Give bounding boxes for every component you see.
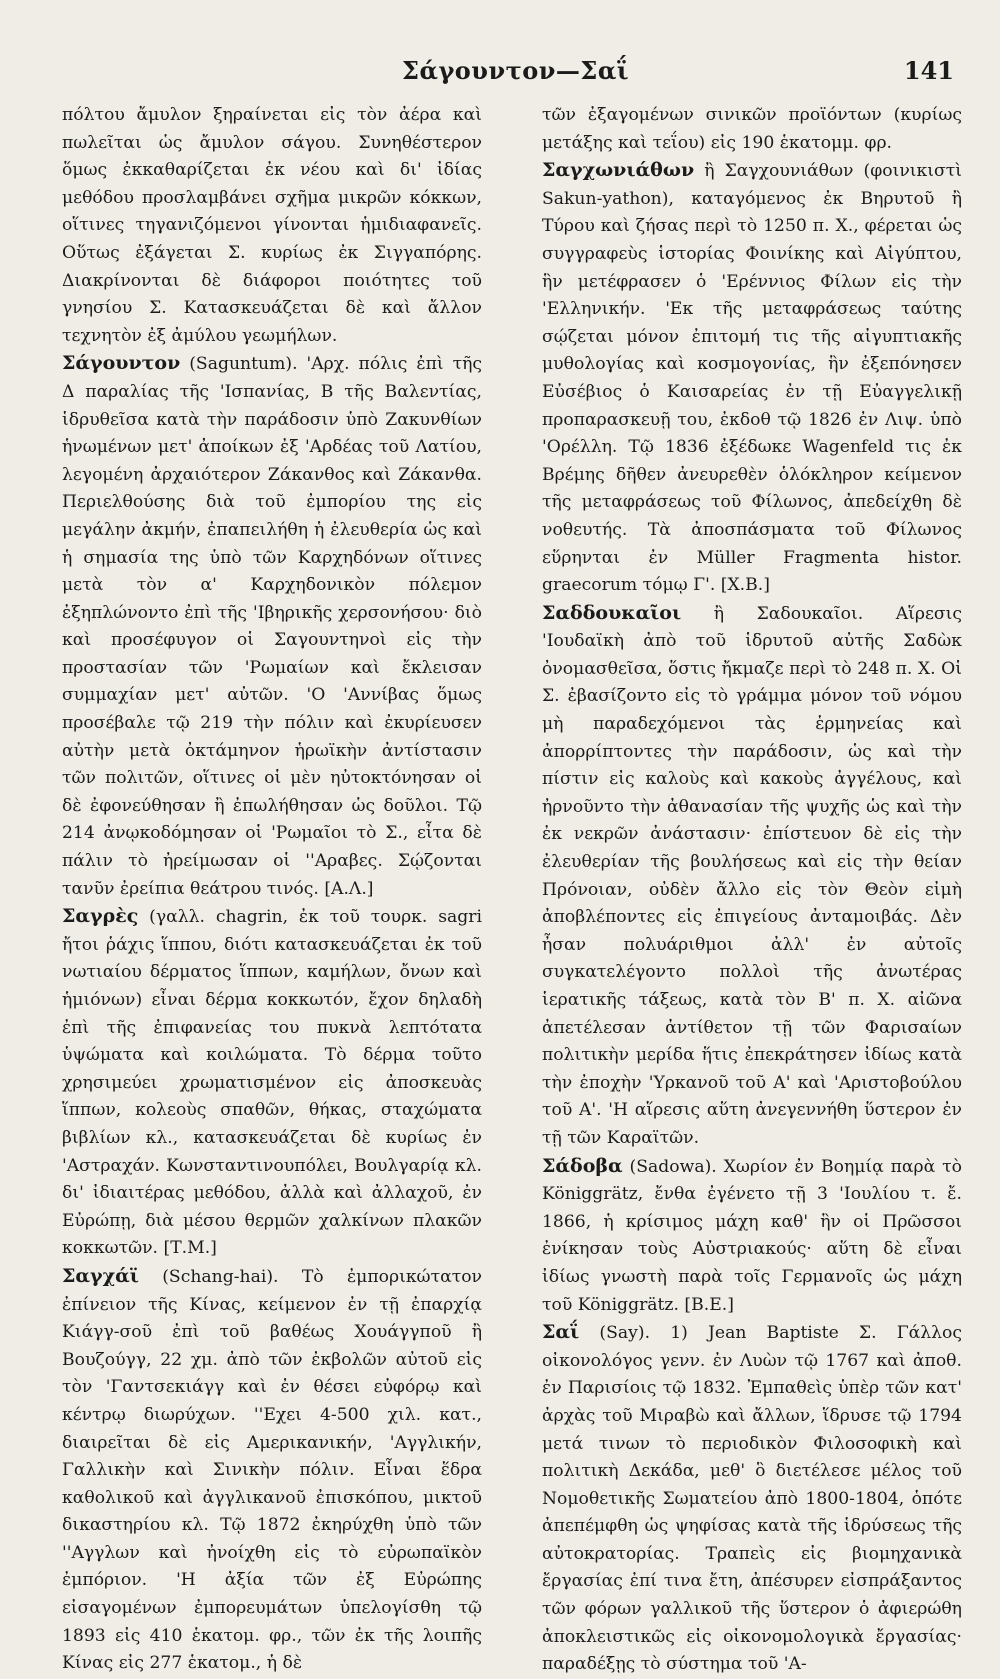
entry-text: τῶν ἐξαγομένων σινικῶν προϊόντων (κυρίως μετάξης καὶ τεΐου) εἰς 190 ἑκατομμ. φρ. <box>542 105 962 153</box>
running-title: Σάγουντον—Σαΐ <box>402 56 629 85</box>
entry <box>542 1153 962 1320</box>
page-number: 141 <box>903 56 954 85</box>
entry-text: (γαλλ. chagrin, ἐκ τοῦ τουρκ. sagri ἤτοι ῥάχις ἵππου, διότι κατασκευάζεται ἐκ τοῦ νωτιαίου δέρματος ἵππων, καμήλων, ὄνων καὶ ἡμιόνων) εἶναι δέρμα κοκκωτόν, ἔχον δηλαδὴ ἐπὶ τῆς ἐπιφανείας του πυκνὰ λεπτότατα ὑψώματα καὶ κοιλώματα. Τὸ δέρμα τοῦτο χρησιμεύει χρωματισμένον εἰς ἀποσκευὰς ἵππων, κολεοὺς σπαθῶν, θήκας, σταχώματα βιβλίων κλ., κατασκευάζεται δὲ κυρίως ἐν 'Αστραχάν. Κωνσταντινουπόλει, Βουλγαρίᾳ κλ. δι' ἰδιαιτέρας μεθόδου, ἀλλὰ καὶ ἀλλαχοῦ, ἐν Εὐρώπῃ, διὰ μέσου θερμῶν χαλκίνων πλακῶν κοκκωτῶν. [Τ.Μ.] <box>62 907 482 1259</box>
left-column <box>62 102 482 1679</box>
entry <box>62 350 482 903</box>
entry-headword: Σαδδουκαῖοι <box>542 601 682 624</box>
entry <box>542 102 962 157</box>
entry-headword: Σαγχάϊ <box>62 1264 139 1287</box>
entry <box>62 102 482 350</box>
entry-text: (Saguntum). 'Αρχ. πόλις ἐπὶ τῆς Δ παραλίας τῆς 'Ισπανίας, Β τῆς Βαλεντίας, ἱδρυθεῖσα κατὰ τὴν παράδοσιν ὑπὸ Ζακυνθίων ἡνωμένων μετ' ἀποίκων ἐξ 'Αρδέας τοῦ Λατίου, λεγομένη ἀρχαιότερον Ζάκανθος καὶ Ζάκανθα. Περιελθούσης διὰ τοῦ ἐμπορίου της εἰς μεγάλην ἀκμήν, ἐπαπειλήθη ἡ ἐλευθερία ὡς καὶ ἡ σημασία της ὑπὸ τῶν Καρχηδόνων οἵτινες μετὰ τὸν α' Καρχηδονικὸν πόλεμον ἐξηπλώνοντο ἐπὶ τῆς 'Ιβηρικῆς χερσονήσου· διὸ καὶ προσέφυγον οἱ Σαγουντηνοὶ εἰς τὴν προστασίαν τῶν 'Ρωμαίων καὶ ἔκλεισαν συμμαχίαν μετ' αὐτῶν. 'Ο 'Αννίβας ὅμως προσέβαλε τῷ 219 τὴν πόλιν καὶ ἐκυρίευσεν αὐτὴν μετὰ ὀκτάμηνον ἡρωϊκὴν ἀντίστασιν τῶν πολιτῶν, οἵτινες οἱ μὲν ηὐτοκτόνησαν οἱ δὲ ἐφονεύθησαν ἢ ἐπωλήθησαν ὡς δοῦλοι. Τῷ 214 ἀνῳκοδόμησαν οἱ 'Ρωμαῖοι τὸ Σ., εἶτα δὲ πάλιν τὸ ἠρείμωσαν οἱ ''Αραβες. Σῴζονται τανῦν ἐρείπια θεάτρου τινός. [Α.Λ.] <box>62 354 482 899</box>
entry-headword: Σαγχωνιάθων <box>542 159 695 182</box>
entry-text: (Say). 1) Jean Baptiste Σ. Γάλλος οἰκονολόγος γενν. ἐν Λυὼν τῷ 1767 καὶ ἀποθ. ἐν Παρισίοις τῷ 1832. Ἐμπαθεὶς ὑπὲρ τῶν κατ' ἀρχὰς τοῦ Μιραβὼ καὶ ἄλλων, ἵδρυσε τῷ 1794 μετά τινων τὸ περιοδικὸν Φιλοσοφικὴ καὶ πολιτικὴ Δεκάδα, μεθ' ὃ διετέλεσε μέλος τοῦ Νομοθετικῆς Σωματείου ἀπὸ 1800-1804, ὁπότε ἀπεπέμφθη ὡς ψηφίσας κατὰ τῆς ἱδρύσεως τῆς αὐτοκρατορίας. Τραπεὶς εἰς βιομηχανικὰ ἔργασίας ἐπί τινα ἔτη, ἀπέσυρεν εἰσπράξαντος τῶν φόρων γαλλικοῦ τῆς ὕστερον ὁ ἀφιερώθη ἀποκλειστικῶς εἰς οἰκονομολογικὰ ἔργασίας· παραδέξῃς τὸ σύστημα τοῦ 'Α- <box>542 1323 962 1675</box>
entry-headword: Σαΐ <box>542 1321 580 1344</box>
running-head <box>62 54 962 94</box>
text-columns <box>62 102 962 1679</box>
entry-text: πόλτου ἄμυλον ξηραίνεται εἰς τὸν ἀέρα καὶ πωλεῖται ὡς ἄμυλον σάγου. Συνηθέστερον ὅμως ἐκκαθαρίζεται ἐκ νέου καὶ δι' ἰδίας μεθόδου προσλαμβάνει σχῆμα μικρῶν κόκκων, οἵτινες τηγανιζόμενοι γίνονται ἡμιδιαφανεῖς. Οὕτως ἐξάγεται Σ. κυρίως ἐκ Σιγγαπόρης. Διακρίνονται δὲ διάφοροι ποιότητες τοῦ γνησίου Σ. Κατασκευάζεται δὲ καὶ ἄλλον τεχνητὸν ἐξ ἀμύλου γεωμήλων. <box>62 105 482 346</box>
entry-text: ἢ Σαδουκαῖοι. Αἵρεσις 'Ιουδαϊκὴ ἀπὸ τοῦ ἱδρυτοῦ αὐτῆς Σαδὼκ ὀνομασθεῖσα, ὅστις ἤκμαζε περὶ τὸ 248 π. Χ. Οἱ Σ. ἐβασίζοντο εἰς τὸ γράμμα μόνον τοῦ νόμου μὴ παραδεχόμενοι τὰς ἑρμηνείας καὶ ἀπορρίπτοντες τὴν παράδοσιν, ὡς καὶ τὴν πίστιν εἰς καλοὺς καὶ κακοὺς ἀγγέλους, καὶ ἠρνοῦντο τὴν ἀθανασίαν τῆς ψυχῆς ὡς καὶ τὴν ἐκ νεκρῶν ἀνάστασιν· ἐπίστευον δὲ εἰς τὴν ἐλευθερίαν τῆς βουλήσεως καὶ εἰς τὴν θείαν Πρόνοιαν, οὐδὲν ἄλλο εἰς τὸν Θεὸν εἰμὴ ἀποβλέποντες εἰς ἐπιγείους ἀνταμοιβάς. Δὲν ἦσαν πολυάριθμοι ἀλλ' ἐν αὐτοῖς συγκατελέγοντο πολλοὶ τῆς ἀνωτέρας ἱερατικῆς τάξεως, κατὰ τὸν Β' π. Χ. αἰῶνα ἀπετέλεσαν ἀντίθετον τῇ τῶν Φαρισαίων πολιτικὴν μερίδα ἥτις ἐπεκράτησεν ἰδίως κατὰ τὴν ἐποχὴν 'Υρκανοῦ τοῦ Α' καὶ 'Αριστοβούλου τοῦ Α'. 'Η αἵρεσις αὕτη ἀνεγεννήθη ὕστερον ἐν τῇ τῶν Καραϊτῶν. <box>542 603 962 1148</box>
entry <box>542 1319 962 1679</box>
entry <box>62 903 482 1263</box>
entry-headword: Σαγρὲς <box>62 905 139 928</box>
entry-text: (Schang-hai). Τὸ ἐμπορικώτατον ἐπίνειον τῆς Κίνας, κείμενον ἐν τῇ ἐπαρχίᾳ Κιάγγ-σοῦ ἐπὶ τοῦ βαθέως Χουάγγποῦ ἢ Βουζούγγ, 22 χμ. ἀπὸ τῶν ἐκβολῶν αὐτοῦ εἰς τὸν 'Γαντσεκιάγγ καὶ ἐν θέσει εὐφόρῳ καὶ κέντρῳ διωρύχων. ''Εχει 4-500 χιλ. κατ., διαιρεῖται δὲ εἰς Αμερικανικήν, 'Αγγλικήν, Γαλλικὴν καὶ Σινικὴν πόλιν. Εἶναι ἕδρα καθολικοῦ καὶ ἀγγλικανοῦ ἐπισκόπου, μικτοῦ δικαστηρίου κλ. Τῷ 1872 ἐκηρύχθη ὑπὸ τῶν ''Αγγλων καὶ ἠνοίχθη εἰς τὸ εὐρωπαϊκὸν ἐμπόριον. 'Η ἀξία τῶν ἐξ Εὐρώπης εἰσαγομένων ἐμπορευμάτων ὑπελογίσθη τῷ 1893 εἰς 410 ἑκατομ. φρ., τῶν ἐκ τῆς λοιπῆς Κίνας εἰς 277 ἑκατομ., ἡ δὲ <box>62 1266 482 1674</box>
entry-text: ἢ Σαγχουνιάθων (φοινικιστὶ Sakun-yathon), καταγόμενος ἐκ Βηρυτοῦ ἢ Τύρου καὶ ζήσας περὶ τὸ 1250 π. Χ., φέρεται ὡς συγγραφεὺς ἱστορίας Φοινίκης καὶ Αἰγύπτου, ἣν μετέφρασεν ὁ 'Ερέννιος Φίλων εἰς τὴν 'Ελληνικήν. 'Εκ τῆς μεταφράσεως ταύτης σῴζεται μόνον ἐπιτομή τις τῆς αἰγυπτιακῆς μυθολογίας καὶ κοσμογονίας, ἣν ἐξεπόνησεν Εὐσέβιος ὁ Καισαρείας ἐν τῇ Εὐαγγελικῇ προπαρασκευῇ του, ἐκδοθ τῷ 1826 ἐν Λιψ. ὑπὸ 'Ορέλλη. Τῷ 1836 ἐξέδωκε Wagenfeld τις ἐκ Βρέμης δῆθεν ἀνευρεθὲν ὁλόκληρον κείμενον τῆς μεταφράσεως τοῦ Φίλωνος, ἀπεδείχθη δὲ νοθευτής. Τὰ ἀποσπάσματα τοῦ Φίλωνος εὕρηνται ἐν Müller Fragmenta histor. graecorum τόμῳ Γ'. [Χ.Β.] <box>542 161 962 596</box>
entry-headword: Σάγουντον <box>62 352 181 375</box>
entry <box>542 157 962 600</box>
right-column <box>542 102 962 1679</box>
entry <box>542 600 962 1153</box>
entry-headword: Σάδοβα <box>542 1154 623 1177</box>
entry <box>62 1263 482 1678</box>
entry-text: (Sadowa). Χωρίον ἐν Βοημίᾳ παρὰ τὸ Königgrätz, ἔνθα ἐγένετο τῇ 3 'Ιουλίου τ. ἔ. 1866, ἡ κρίσιμος μάχη καθ' ἣν οἱ Πρῶσσοι ἐνίκησαν τοὺς Αὐστριακούς· αὕτη δὲ εἶναι ἰδίως γνωστὴ παρὰ τοῖς Γερμανοῖς ὡς μάχη τοῦ Königgrätz. [Β.Ε.] <box>542 1156 962 1315</box>
